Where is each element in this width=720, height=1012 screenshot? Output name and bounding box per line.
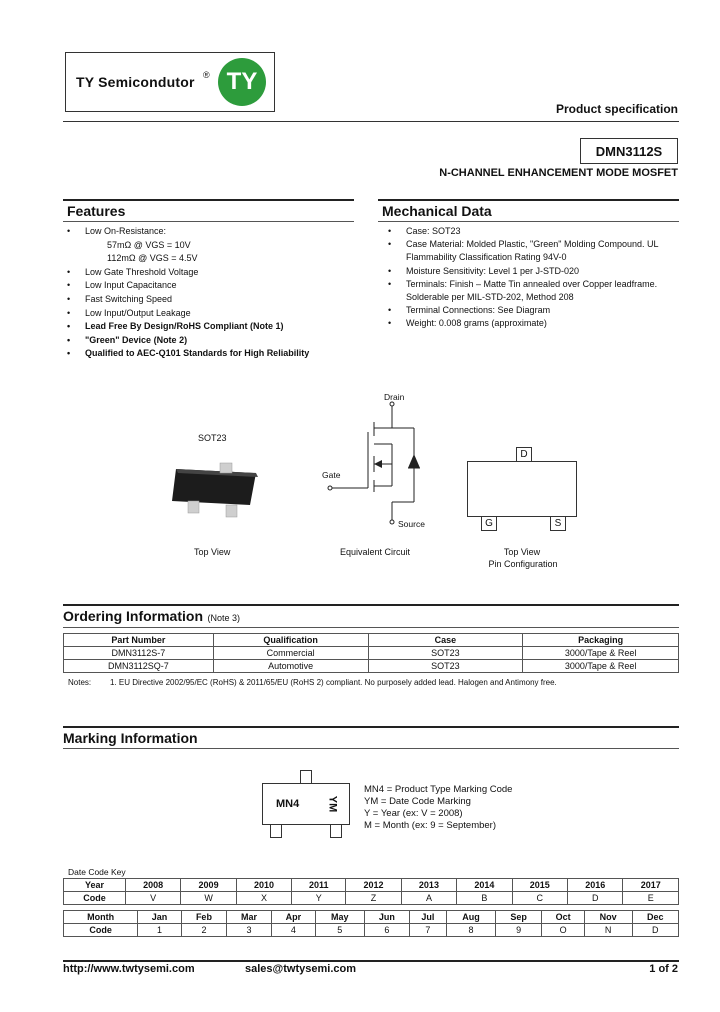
pin-config-body [467,461,577,517]
date-code-header-cell: 2010 [236,879,291,892]
ordering-column-header: Qualification [213,634,368,647]
mechanical-title: Mechanical Data [382,203,492,219]
marking-legend [364,784,512,832]
date-code-header-cell: Mar [226,911,271,924]
features-title: Features [67,203,126,219]
date-code-cell: C [512,892,567,905]
marking-chip-date: YM [326,795,339,813]
mechanical-item: • Terminals: Finish – Matte Tin annealed over Copper leadframe. Solderable per MIL-STD-202, Method 208 [384,278,664,304]
date-code-row-label: Code [64,924,138,937]
feature-item: • Low On-Resistance: [63,225,354,239]
marking-legend-line: MN4 = Product Type Marking Code [364,784,513,795]
date-code-header-cell: Jun [364,911,409,924]
ordering-cell: SOT23 [368,647,523,660]
mechanical-item: • Case Material: Molded Plastic, "Green" Molding Compound. UL Flammability Classification Rating 94V-0 [384,238,664,264]
date-code-header-cell: 2013 [401,879,456,892]
date-code-cell: B [457,892,512,905]
header-divider [63,121,679,122]
ordering-column-header: Case [368,634,523,647]
ordering-top-rule [63,604,679,606]
table-row [64,879,679,892]
registered-mark: ® [203,70,210,80]
marking-chip-code: MN4 [276,798,300,810]
date-code-header-cell: Jul [409,911,446,924]
feature-item: 112mΩ @ VGS = 4.5V [107,253,198,264]
mechanical-top-rule [378,199,679,201]
pin-s: S [550,516,566,531]
brand-logo-letters: TY [226,68,258,95]
feature-item: 57mΩ @ VGS = 10V [107,239,191,250]
feature-item: • Low Input Capacitance [63,279,354,293]
ordering-column-header: Packaging [523,634,679,647]
ordering-table [63,633,679,673]
ordering-cell: DMN3112S-7 [64,647,214,660]
mosfet-circuit-icon [318,392,433,534]
marking-bottom-rule [63,748,679,749]
pin-d: D [516,447,532,462]
pin-config-caption: Pin Configuration [488,559,558,569]
date-code-header-cell: Oct [542,911,584,924]
source-label: Source [398,519,425,529]
drain-label: Drain [384,392,405,402]
table-row [64,911,679,924]
ordering-cell: 3000/Tape & Reel [523,647,679,660]
date-code-cell: 4 [272,924,316,937]
date-code-header-cell: 2017 [623,879,679,892]
package-label: SOT23 [198,433,227,443]
date-code-header-cell: 2008 [125,879,180,892]
date-code-header-cell: 2011 [292,879,346,892]
date-code-cell: E [623,892,679,905]
footer-rule [63,960,679,962]
ordering-column-header: Part Number [64,634,214,647]
mechanical-item: • Weight: 0.008 grams (approximate) [384,317,664,330]
date-code-header-cell: Feb [181,911,226,924]
date-code-cell: W [181,892,236,905]
marking-right-lead [330,824,342,838]
feature-item: • Qualified to AEC-Q101 Standards for High Reliability [63,347,354,361]
feature-item: • "Green" Device (Note 2) [63,334,354,348]
features-top-rule [63,199,354,201]
features-bottom-rule [63,221,354,222]
ordering-note-ref: (Note 3) [207,613,240,623]
date-code-cell: Y [292,892,346,905]
table-row [64,647,679,660]
date-code-cell: O [542,924,584,937]
notes-label: Notes: [68,678,92,687]
date-code-cell: 5 [315,924,364,937]
footer-email[interactable]: sales@twtysemi.com [245,963,356,975]
date-code-header-cell: Aug [446,911,495,924]
date-code-row-label: Month [64,911,138,924]
date-code-header-cell: Dec [632,911,678,924]
date-code-cell: V [125,892,180,905]
date-code-header-cell: Jan [138,911,182,924]
ordering-cell: Automotive [213,660,368,673]
feature-item: • Low Gate Threshold Voltage [63,266,354,280]
date-code-header-cell: Nov [584,911,632,924]
table-row [64,924,679,937]
date-code-cell: 1 [138,924,182,937]
date-code-cell: D [568,892,623,905]
pin-g: G [481,516,497,531]
marking-legend-line: Y = Year (ex: V = 2008) [364,808,463,819]
footer-website[interactable]: http://www.twtysemi.com [63,963,195,975]
pin-top-view-caption: Top View [503,547,541,557]
ordering-cell: SOT23 [368,660,523,673]
features-list [63,225,354,361]
date-code-cell: 6 [364,924,409,937]
mechanical-item: • Moisture Sensitivity: Level 1 per J-STD-020 [384,265,664,278]
marking-left-lead [270,824,282,838]
mechanical-list [384,225,664,331]
ordering-cell: Commercial [213,647,368,660]
date-code-cell: A [401,892,456,905]
date-code-header-cell: 2009 [181,879,236,892]
date-code-header-cell: 2015 [512,879,567,892]
sot23-package-icon [168,455,268,525]
date-code-header-cell: May [315,911,364,924]
date-code-row-label: Code [64,892,126,905]
feature-item: • Fast Switching Speed [63,293,354,307]
ordering-header-row [64,634,679,647]
month-code-table [63,910,679,937]
note-1: 1. EU Directive 2002/95/EC (RoHS) & 2011/65/EU (RoHS 2) compliant. No purposely added lead. Halogen and Antimony free. [110,678,557,687]
ordering-title: Ordering Information [63,608,203,624]
marking-top-lead [300,770,312,784]
footer-page-number: 1 of 2 [649,963,678,975]
table-row [64,660,679,673]
date-code-cell: 9 [495,924,541,937]
date-code-cell: 7 [409,924,446,937]
ordering-bottom-rule [63,627,679,628]
date-code-header-cell: Apr [272,911,316,924]
package-top-view-caption: Top View [194,547,231,557]
date-code-cell: 8 [446,924,495,937]
mechanical-item: • Case: SOT23 [384,225,664,238]
marking-title: Marking Information [63,730,198,746]
date-code-row-label: Year [64,879,126,892]
part-number-box: DMN3112S [580,138,678,164]
mechanical-item: • Terminal Connections: See Diagram [384,304,664,317]
date-code-header-cell: 2014 [457,879,512,892]
ordering-cell: 3000/Tape & Reel [523,660,679,673]
company-name: TY Semicondutor [76,74,195,90]
mechanical-bottom-rule [378,221,679,222]
marking-legend-line: M = Month (ex: 9 = September) [364,820,497,831]
date-code-key-label: Date Code Key [68,867,126,877]
date-code-header-cell: Sep [495,911,541,924]
ordering-heading [63,608,240,626]
gate-label: Gate [322,470,341,480]
date-code-cell: X [236,892,291,905]
date-code-cell: D [632,924,678,937]
date-code-cell: Z [346,892,401,905]
device-subtitle: N-CHANNEL ENHANCEMENT MODE MOSFET [439,167,678,179]
feature-item: • Low Input/Output Leakage [63,307,354,321]
date-code-cell: 3 [226,924,271,937]
marking-top-rule [63,726,679,728]
feature-item: • Lead Free By Design/RoHS Compliant (Note 1) [63,320,354,334]
table-row [64,892,679,905]
ordering-cell: DMN3112SQ-7 [64,660,214,673]
date-code-header-cell: 2012 [346,879,401,892]
date-code-cell: 2 [181,924,226,937]
date-code-header-cell: 2016 [568,879,623,892]
product-spec-label: Product specification [555,102,678,116]
year-code-table [63,878,679,905]
equivalent-circuit-caption: Equivalent Circuit [340,547,411,557]
marking-legend-line: YM = Date Code Marking [364,796,471,807]
date-code-cell: N [584,924,632,937]
